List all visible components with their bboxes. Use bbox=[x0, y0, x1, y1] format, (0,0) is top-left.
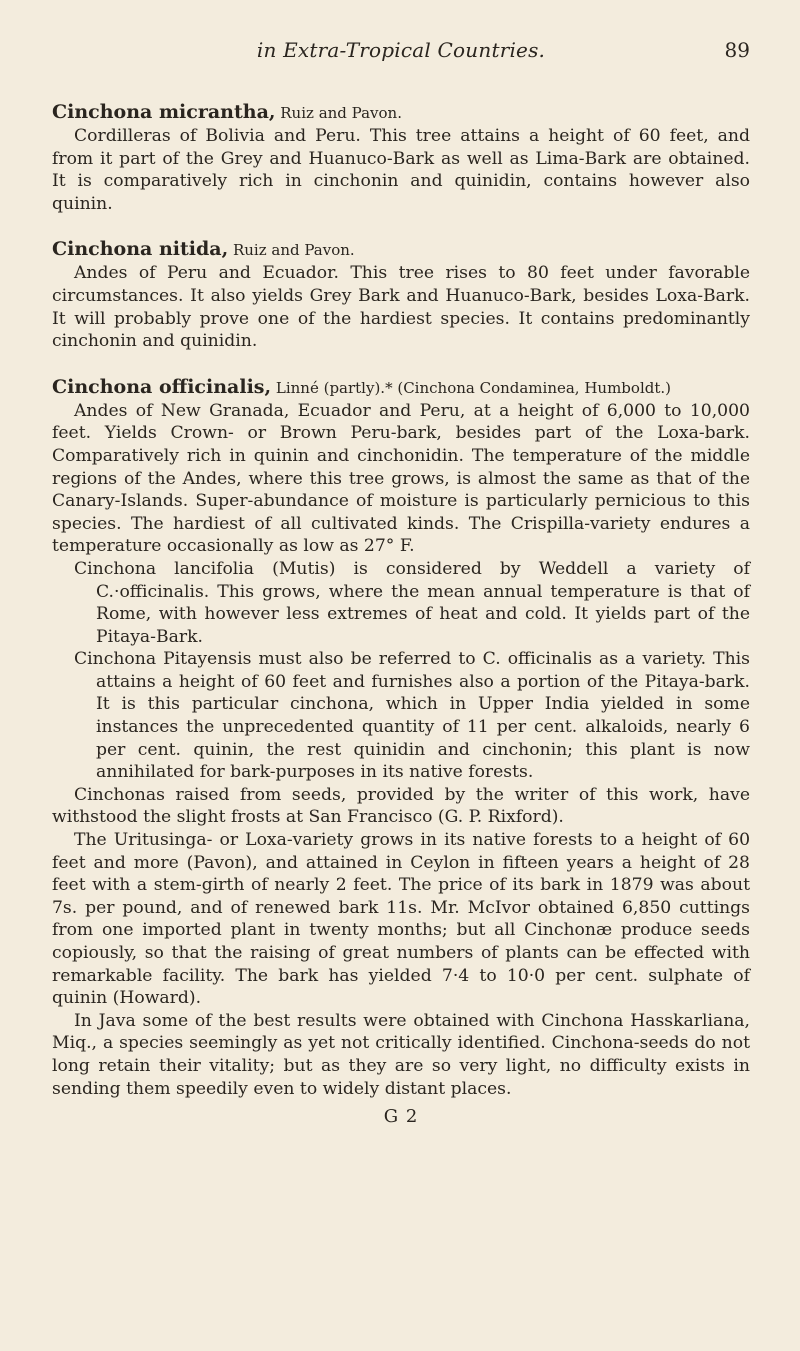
entry-body: Cordilleras of Bolivia and Peru. This tree attains a height of 60 feet, and from it part of the Grey and Huanuco-Bark as well as Lima-Bark are obtained. It is comparatively rich in cinchonin and quinidin, contains however also quinin. bbox=[52, 126, 750, 214]
species-name: Cinchona officinalis, bbox=[52, 375, 272, 398]
paragraph-lancifolia: Cinchona lancifolia (Mutis) is considered by Weddell a variety of C.·officinalis. This grows, where the mean annual temperature is that of Rome, with however less extremes of heat and cold. It yields part of the Pitaya-Bark. bbox=[74, 558, 750, 647]
running-head bbox=[52, 38, 750, 78]
entry-officinalis bbox=[52, 375, 750, 1100]
signature-mark: G 2 bbox=[383, 1106, 419, 1128]
paragraph-pitayensis: Cinchona Pitayensis must also be referred to C. officinalis as a variety. This attains a height of 60 feet and furnishes also a portion of the Pitaya-bark. It is this particular cinchona, which in Upper India yielded in some instances the unprecedented quantity of 11 per cent. alkaloids, nearly 6 per cent. quinin, the rest quinidin and cinchonin; this plant is now annihilated for bark-purposes in its native forests. bbox=[74, 649, 750, 783]
entry-heading bbox=[52, 237, 750, 262]
entry-micrantha bbox=[52, 100, 750, 215]
entry-nitida bbox=[52, 237, 750, 352]
entry-body: Andes of Peru and Ecuador. This tree rises to 80 feet under favorable circumstances. It also yields Grey Bark and Huanuco-Bark, besides Loxa-Bark. It will probably prove one of the hardiest species. It contains predominantly cinchonin and quinidin. bbox=[52, 263, 750, 352]
entry-body: Andes of New Granada, Ecuador and Peru, at a height of 6,000 to 10,000 feet. Yields Crown- or Brown Peru-bark, besides part of the Loxa-bark. Comparatively rich in quinin and cinchonidin. The temperature of the middle regions of the Andes, where this tree grows, is almost the same as that of the Canary-Islands. Super-abundance of moisture is particularly pernicious to this species. The hardiest of all cultivated kinds. The Crispilla-variety endures a temperature occasionally as low as 27° F. bbox=[52, 400, 750, 557]
species-authority: Linné (partly).* (Cinchona Condaminea, Humboldt.) bbox=[271, 378, 671, 397]
paragraph-java: In Java some of the best results were obtained with Cinchona Hasskarliana, Miq., a species seemingly as yet not critically identified. Cinchona-seeds do not long retain their vitality; but as they are so very light, no difficulty exists in sending them speedily even to widely distant places. bbox=[52, 1010, 750, 1099]
entry-heading bbox=[52, 100, 750, 125]
running-title: in Extra-Tropical Countries. bbox=[256, 38, 546, 62]
species-name: Cinchona micrantha, bbox=[52, 101, 276, 123]
species-authority: Ruiz and Pavon. bbox=[228, 241, 355, 260]
paragraph-seeds-san-francisco: Cinchonas raised from seeds, provided by the writer of this work, have withstood the slight frosts at San Francisco (G. P. Rixford). bbox=[52, 784, 750, 828]
species-authority: Ruiz and Pavon. bbox=[275, 104, 402, 122]
species-name: Cinchona nitida, bbox=[52, 238, 229, 261]
paragraph-uritusinga: The Uritusinga- or Loxa-variety grows in its native forests to a height of 60 feet and more (Pavon), and attained in Ceylon in fifteen years a height of 28 feet with a stem-girth of nearly 2 feet. The price of its bark in 1879 was about 7s. per pound, and of renewed bark 11s. Mr. McIvor obtained 6,850 cuttings from one imported plant in twenty months; but all Cinchonæ produce seeds copiously, so that the raising of great numbers of plants can be effected with remarkable facility. The bark has yielded 7·4 to 10·0 per cent. sulphate of quinin (Howard). bbox=[52, 830, 750, 1009]
entry-heading bbox=[52, 375, 750, 400]
page-number: 89 bbox=[724, 38, 750, 62]
